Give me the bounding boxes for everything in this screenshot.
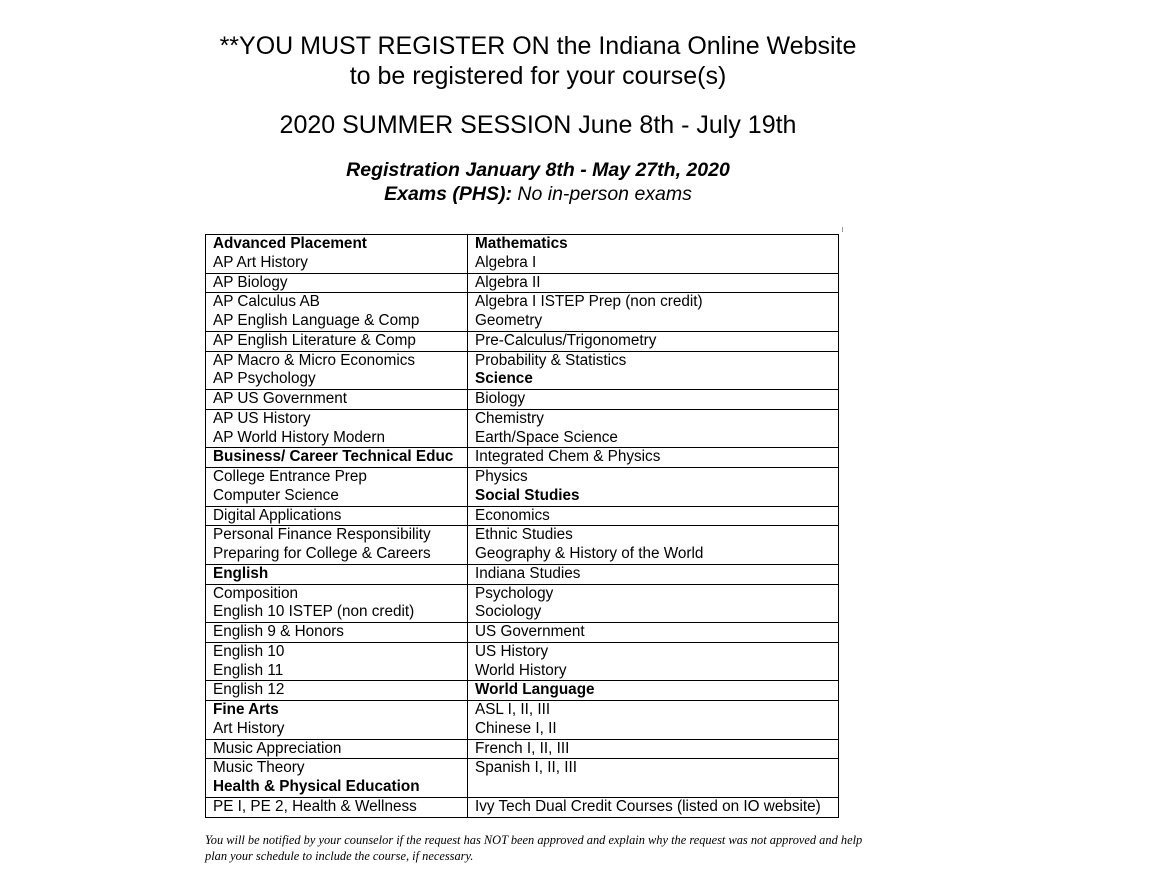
table-row	[206, 293, 839, 332]
table-cell-left	[206, 623, 468, 643]
category-heading: Health & Physical Education	[213, 778, 420, 795]
course-name: English 12	[213, 681, 285, 699]
course-name: Pre-Calculus/Trigonometry	[475, 331, 657, 349]
course-name: Psychology	[475, 584, 554, 602]
register-notice-line-2: to be registered for your course(s)	[349, 62, 727, 90]
table-row	[206, 273, 839, 293]
table-row	[206, 235, 839, 274]
exams-value: No in-person exams	[511, 183, 692, 205]
table-cell-left	[206, 564, 468, 584]
table-row	[206, 642, 839, 681]
table-row	[206, 506, 839, 526]
course-table-body	[206, 235, 839, 818]
table-row	[206, 331, 839, 351]
counselor-footnote: You will be notified by your counselor if the request has NOT been approved and explain why the request was not approved and help plan your schedule to include the course, if necessary.	[205, 833, 863, 863]
table-cell-left	[206, 448, 468, 468]
course-name: Chemistry	[475, 409, 544, 427]
table-cell-right	[468, 468, 839, 507]
course-name: Probability & Statistics	[475, 351, 627, 369]
course-name: Algebra II	[475, 273, 541, 291]
course-name: AP Calculus AB	[213, 293, 320, 311]
course-name: Algebra I	[475, 253, 537, 271]
course-name: Indiana Studies	[475, 564, 581, 582]
table-cell-left	[206, 351, 468, 390]
table-row	[206, 681, 839, 701]
course-name: Ivy Tech Dual Credit Courses (listed on IO website)	[475, 797, 821, 815]
table-cell-left	[206, 235, 468, 274]
course-name: ASL I, II, III	[475, 701, 551, 718]
course-name: AP English Language & Comp	[213, 312, 420, 329]
category-heading: English	[213, 564, 269, 582]
table-cell-left	[206, 701, 468, 740]
course-name: PE I, PE 2, Health & Wellness	[213, 797, 417, 815]
table-cell-right	[468, 797, 839, 817]
table-cell-left	[206, 739, 468, 759]
table-cell-right	[468, 526, 839, 565]
course-name: Geography & History of the World	[475, 545, 704, 562]
table-cell-right	[468, 759, 839, 798]
table-cell-right	[468, 448, 839, 468]
registration-dates: Registration January 8th - May 27th, 2020	[346, 159, 730, 181]
category-heading: Advanced Placement	[213, 235, 367, 252]
category-heading: Social Studies	[475, 486, 580, 504]
course-table	[205, 234, 839, 818]
category-heading: Business/ Career Technical Educ	[213, 448, 454, 466]
table-row	[206, 584, 839, 623]
table-cell-left	[206, 390, 468, 410]
table-row	[206, 564, 839, 584]
table-row	[206, 797, 839, 817]
table-cell-right	[468, 564, 839, 584]
table-cell-right	[468, 409, 839, 448]
register-notice-line-1: **YOU MUST REGISTER ON the Indiana Online Website	[219, 32, 857, 60]
course-name: Algebra I ISTEP Prep (non credit)	[475, 293, 703, 311]
table-row	[206, 390, 839, 410]
course-name: Music Appreciation	[213, 739, 342, 757]
course-name: AP English Literature & Comp	[213, 331, 416, 349]
table-row	[206, 409, 839, 448]
table-row	[206, 448, 839, 468]
table-cell-left	[206, 293, 468, 332]
table-cell-left	[206, 584, 468, 623]
table-cell-right	[468, 739, 839, 759]
course-name: Ethnic Studies	[475, 526, 573, 544]
course-name: Earth/Space Science	[475, 428, 618, 446]
table-row	[206, 468, 839, 507]
table-cell-left	[206, 526, 468, 565]
course-name: Personal Finance Responsibility	[213, 526, 431, 544]
table-cell-left	[206, 642, 468, 681]
table-cell-right	[468, 351, 839, 390]
table-cell-left	[206, 797, 468, 817]
table-row	[206, 623, 839, 643]
course-name: AP US Government	[213, 390, 348, 407]
course-name: Music Theory	[213, 759, 305, 777]
course-name	[475, 778, 838, 797]
course-name: Preparing for College & Careers	[213, 545, 431, 562]
course-name: English 10	[213, 642, 285, 660]
table-cell-right	[468, 390, 839, 410]
course-name: Computer Science	[213, 486, 339, 504]
table-cell-left	[206, 331, 468, 351]
table-cell-right	[468, 701, 839, 740]
course-name: Physics	[475, 468, 528, 485]
table-cell-right	[468, 506, 839, 526]
course-name: Art History	[213, 719, 285, 737]
table-row	[206, 351, 839, 390]
course-name: Digital Applications	[213, 506, 342, 524]
course-name: French I, II, III	[475, 739, 570, 757]
table-row	[206, 701, 839, 740]
table-cell-left	[206, 468, 468, 507]
table-cell-left	[206, 506, 468, 526]
table-row	[206, 526, 839, 565]
course-name: AP World History Modern	[213, 428, 386, 446]
session-dates-heading: 2020 SUMMER SESSION June 8th - July 19th	[279, 111, 797, 139]
category-heading: World Language	[475, 681, 595, 699]
table-cell-right	[468, 235, 839, 274]
course-name: Composition	[213, 584, 299, 602]
table-cell-right	[468, 681, 839, 701]
table-cell-left	[206, 759, 468, 798]
course-name: Economics	[475, 506, 550, 524]
course-name: US Government	[475, 623, 585, 640]
table-cell-left	[206, 409, 468, 448]
course-name: Spanish I, II, III	[475, 759, 578, 777]
table-cell-right	[468, 584, 839, 623]
table-cell-right	[468, 293, 839, 332]
category-heading: Mathematics	[475, 235, 568, 252]
course-name: AP Macro & Micro Economics	[213, 351, 416, 369]
course-name: Integrated Chem & Physics	[475, 448, 661, 466]
exams-label: Exams (PHS):	[384, 183, 512, 205]
course-name: Geometry	[475, 312, 543, 329]
course-name: AP Psychology	[213, 370, 316, 388]
course-name: AP Biology	[213, 273, 288, 291]
page-corner-mark	[842, 227, 843, 232]
table-cell-right	[468, 273, 839, 293]
table-cell-right	[468, 642, 839, 681]
category-heading: Fine Arts	[213, 701, 279, 718]
course-name: Chinese I, II	[475, 719, 557, 737]
category-heading: Science	[475, 370, 533, 388]
table-cell-left	[206, 273, 468, 293]
course-name: Sociology	[475, 603, 542, 621]
course-name: AP Art History	[213, 253, 308, 271]
table-cell-right	[468, 331, 839, 351]
table-row	[206, 759, 839, 798]
table-cell-left	[206, 681, 468, 701]
table-cell-right	[468, 623, 839, 643]
course-name: English 11	[213, 661, 284, 679]
exams-info	[0, 182, 1076, 206]
course-name: AP US History	[213, 409, 311, 427]
course-name: English 10 ISTEP (non credit)	[213, 603, 415, 621]
course-name: World History	[475, 661, 567, 679]
course-name: Biology	[475, 390, 526, 407]
table-row	[206, 739, 839, 759]
course-name: US History	[475, 642, 549, 660]
course-name: English 9 & Honors	[213, 623, 344, 640]
course-name: College Entrance Prep	[213, 468, 367, 485]
